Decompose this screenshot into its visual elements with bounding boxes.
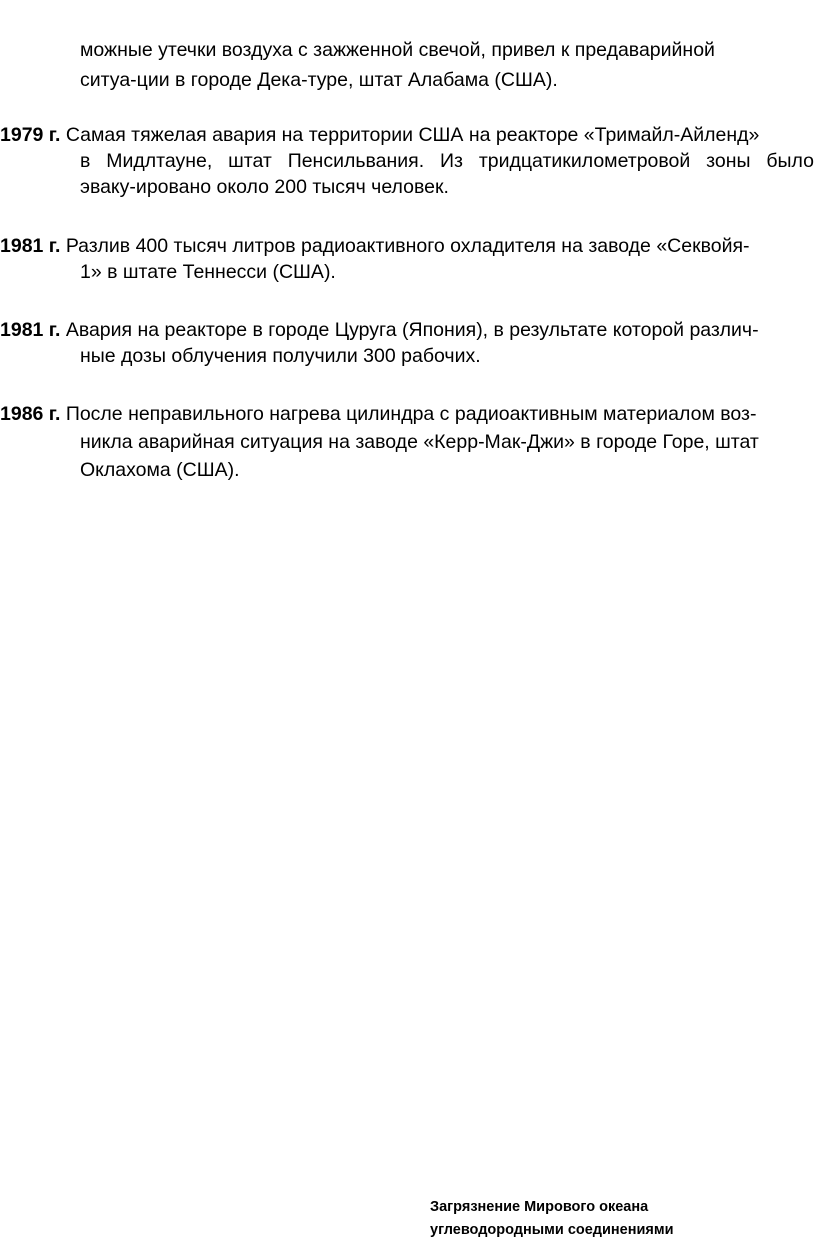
entry-text: Разлив 400 тысяч литров радиоактивного охладителя на заводе «Секвойя- xyxy=(65,235,750,257)
entry-1979-line-3: эваку-ировано около 200 тысяч человек. xyxy=(80,176,449,198)
footer-line-1: Загрязнение Мирового океана xyxy=(430,1199,649,1215)
entry-1986-line-3: Оклахома (США). xyxy=(80,459,240,481)
intro-line-2: ситуа-ции в городе Дека-туре, штат Алабама (США). xyxy=(80,69,558,91)
entry-1981a-line-2: 1» в штате Теннесси (США). xyxy=(80,261,336,283)
entry-year: 1981 г. xyxy=(0,319,61,341)
entry-1986-line-1 xyxy=(0,399,756,429)
entry-text: После неправильного нагрева цилиндра с радиоактивным материалом воз- xyxy=(65,403,757,425)
entry-year: 1981 г. xyxy=(0,235,61,257)
entry-1986-line-2: никла аварийная ситуация на заводе «Керр-Мак-Джи» в городе Горе, штат xyxy=(80,431,759,453)
footer-line-2: углеводородными соединениями xyxy=(430,1222,674,1238)
entry-text: Авария на реакторе в городе Цуруга (Япония), в результате которой различ- xyxy=(65,319,759,341)
entry-year: 1979 г. xyxy=(0,124,61,146)
entry-text: Самая тяжелая авария на территории США на реакторе «Тримайл-Айленд» xyxy=(65,124,760,146)
intro-line-1: можные утечки воздуха с зажженной свечой, привел к предаварийной xyxy=(80,39,715,61)
entry-year: 1986 г. xyxy=(0,403,61,425)
entry-1979-line-2: в Мидлтауне, штат Пенсильвания. Из тридцатикилометровой зоны было xyxy=(80,150,814,172)
entry-1981b-line-2: ные дозы облучения получили 300 рабочих. xyxy=(80,345,481,367)
